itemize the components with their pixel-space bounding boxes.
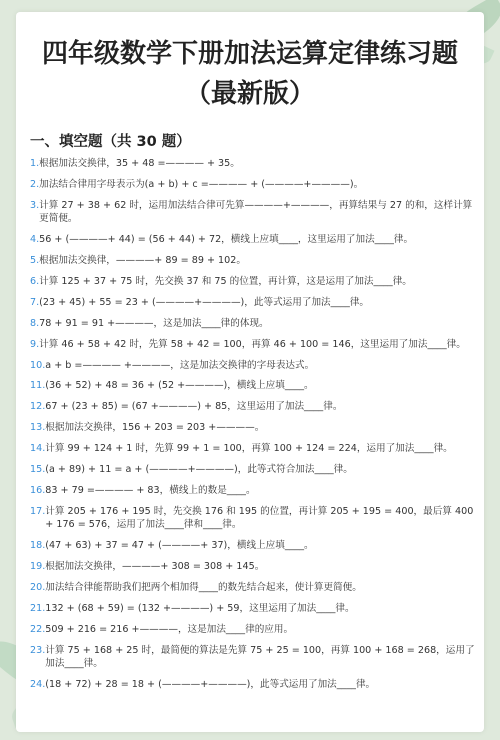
- question-number: 20.: [30, 581, 46, 593]
- question-item: [30, 296, 476, 310]
- question-text: a + b =———— +————，这是加法交换律的字母表达式。: [45, 359, 315, 371]
- question-item: [30, 484, 476, 498]
- question-text: 78 + 91 = 91 +————，这是加法____律的体现。: [39, 317, 269, 329]
- question-number: 17.: [30, 505, 46, 517]
- question-text: 计算 205 + 176 + 195 时，先交换 176 和 195 的位置，再计算 205 + 195 = 400，最后算 400 + 176 = 576，运用了加法____律和____律。: [45, 505, 477, 531]
- question-number: 2.: [30, 178, 40, 190]
- question-text: 计算 27 + 38 + 62 时，运用加法结合律可先算————+————，再算结果与 27 的和，这样计算更简便。: [39, 199, 473, 225]
- question-text: 83 + 79 =———— + 83，横线上的数是____。: [45, 484, 256, 496]
- question-item: [30, 400, 476, 414]
- question-item: [30, 581, 476, 595]
- question-item: [30, 623, 476, 637]
- question-number: 7.: [30, 296, 40, 308]
- question-number: 22.: [30, 623, 46, 635]
- question-number: 24.: [30, 678, 46, 690]
- question-number: 21.: [30, 602, 46, 614]
- question-item: [30, 442, 476, 456]
- question-number: 4.: [30, 234, 40, 246]
- question-text: (18 + 72) + 28 = 18 + (————+————)，此等式运用了加法____律。: [45, 678, 376, 690]
- question-number: 15.: [30, 463, 46, 475]
- question-text: 加法结合律能帮助我们把两个相加得____的数先结合起来，使计算更简便。: [45, 581, 362, 593]
- question-item: [30, 505, 476, 532]
- question-text: 计算 99 + 124 + 1 时，先算 99 + 1 = 100，再算 100 + 124 = 224，运用了加法____律。: [45, 443, 453, 455]
- question-item: [30, 178, 476, 192]
- question-text: 计算 75 + 168 + 25 时，最简便的算法是先算 75 + 25 = 100，再算 100 + 168 = 268，运用了加法____律。: [45, 644, 475, 670]
- question-item: [30, 678, 476, 692]
- question-number: 12.: [30, 401, 46, 413]
- question-text: 根据加法交换律，156 + 203 = 203 +————。: [45, 422, 265, 434]
- page-title: 四年级数学下册加法运算定律练习题 （最新版）: [41, 39, 458, 109]
- question-text: 根据加法交换律，————+ 308 = 308 + 145。: [45, 561, 265, 573]
- question-item: [30, 338, 476, 352]
- question-number: 3.: [30, 199, 40, 211]
- question-number: 10.: [30, 359, 46, 371]
- question-item: [30, 275, 476, 289]
- question-text: 计算 125 + 37 + 75 时，先交换 37 和 75 的位置，再计算，这是运用了加法____律。: [39, 275, 412, 287]
- question-item: [30, 379, 476, 393]
- question-item: [30, 539, 476, 553]
- question-number: 1.: [30, 158, 40, 169]
- question-item: [30, 157, 476, 171]
- question-item: [30, 317, 476, 331]
- question-text: 56 + (————+ 44) = (56 + 44) + 72，横线上应填____，这里运用了加法____律。: [39, 234, 414, 246]
- question-text: (36 + 52) + 48 = 36 + (52 +————)，横线上应填____。: [45, 380, 314, 392]
- question-number: 16.: [30, 484, 46, 496]
- question-item: [30, 199, 476, 226]
- question-number: 14.: [30, 443, 46, 455]
- question-text: 加法结合律用字母表示为(a + b) + c =———— + (————+————)。: [39, 178, 364, 190]
- worksheet-page: [16, 12, 484, 732]
- question-text: 132 + (68 + 59) = (132 +————) + 59，这里运用了加法____律。: [45, 602, 355, 614]
- question-item: [30, 233, 476, 247]
- question-number: 11.: [30, 380, 46, 392]
- question-item: [30, 463, 476, 477]
- question-list: [30, 157, 476, 691]
- question-item: [30, 359, 476, 373]
- section-heading: 一、填空题（共 30 题）: [30, 134, 191, 150]
- question-text: (a + 89) + 11 = a + (————+————)，此等式符合加法____律。: [45, 463, 353, 475]
- question-number: 8.: [30, 317, 40, 329]
- question-number: 9.: [30, 338, 40, 350]
- question-item: [30, 421, 476, 435]
- question-number: 23.: [30, 644, 46, 656]
- question-text: 根据加法交换律，————+ 89 = 89 + 102。: [39, 255, 246, 267]
- question-text: (47 + 63) + 37 = 47 + (————+ 37)，横线上应填____。: [45, 540, 314, 552]
- question-number: 6.: [30, 275, 40, 287]
- question-text: 根据加法交换律，35 + 48 =———— + 35。: [39, 158, 240, 169]
- question-number: 18.: [30, 540, 46, 552]
- question-number: 13.: [30, 422, 46, 434]
- question-number: 5.: [30, 255, 40, 267]
- question-text: 67 + (23 + 85) = (67 +————) + 85，这里运用了加法____律。: [45, 401, 343, 413]
- question-text: 计算 46 + 58 + 42 时，先算 58 + 42 = 100，再算 46 + 100 = 146，这里运用了加法____律。: [39, 338, 466, 350]
- question-item: [30, 560, 476, 574]
- question-number: 19.: [30, 561, 46, 573]
- question-item: [30, 644, 476, 671]
- question-text: 509 + 216 = 216 +————，这是加法____律的应用。: [45, 623, 294, 635]
- question-text: (23 + 45) + 55 = 23 + (————+————)，此等式运用了加法____律。: [39, 296, 370, 308]
- question-item: [30, 602, 476, 616]
- question-item: [30, 254, 476, 268]
